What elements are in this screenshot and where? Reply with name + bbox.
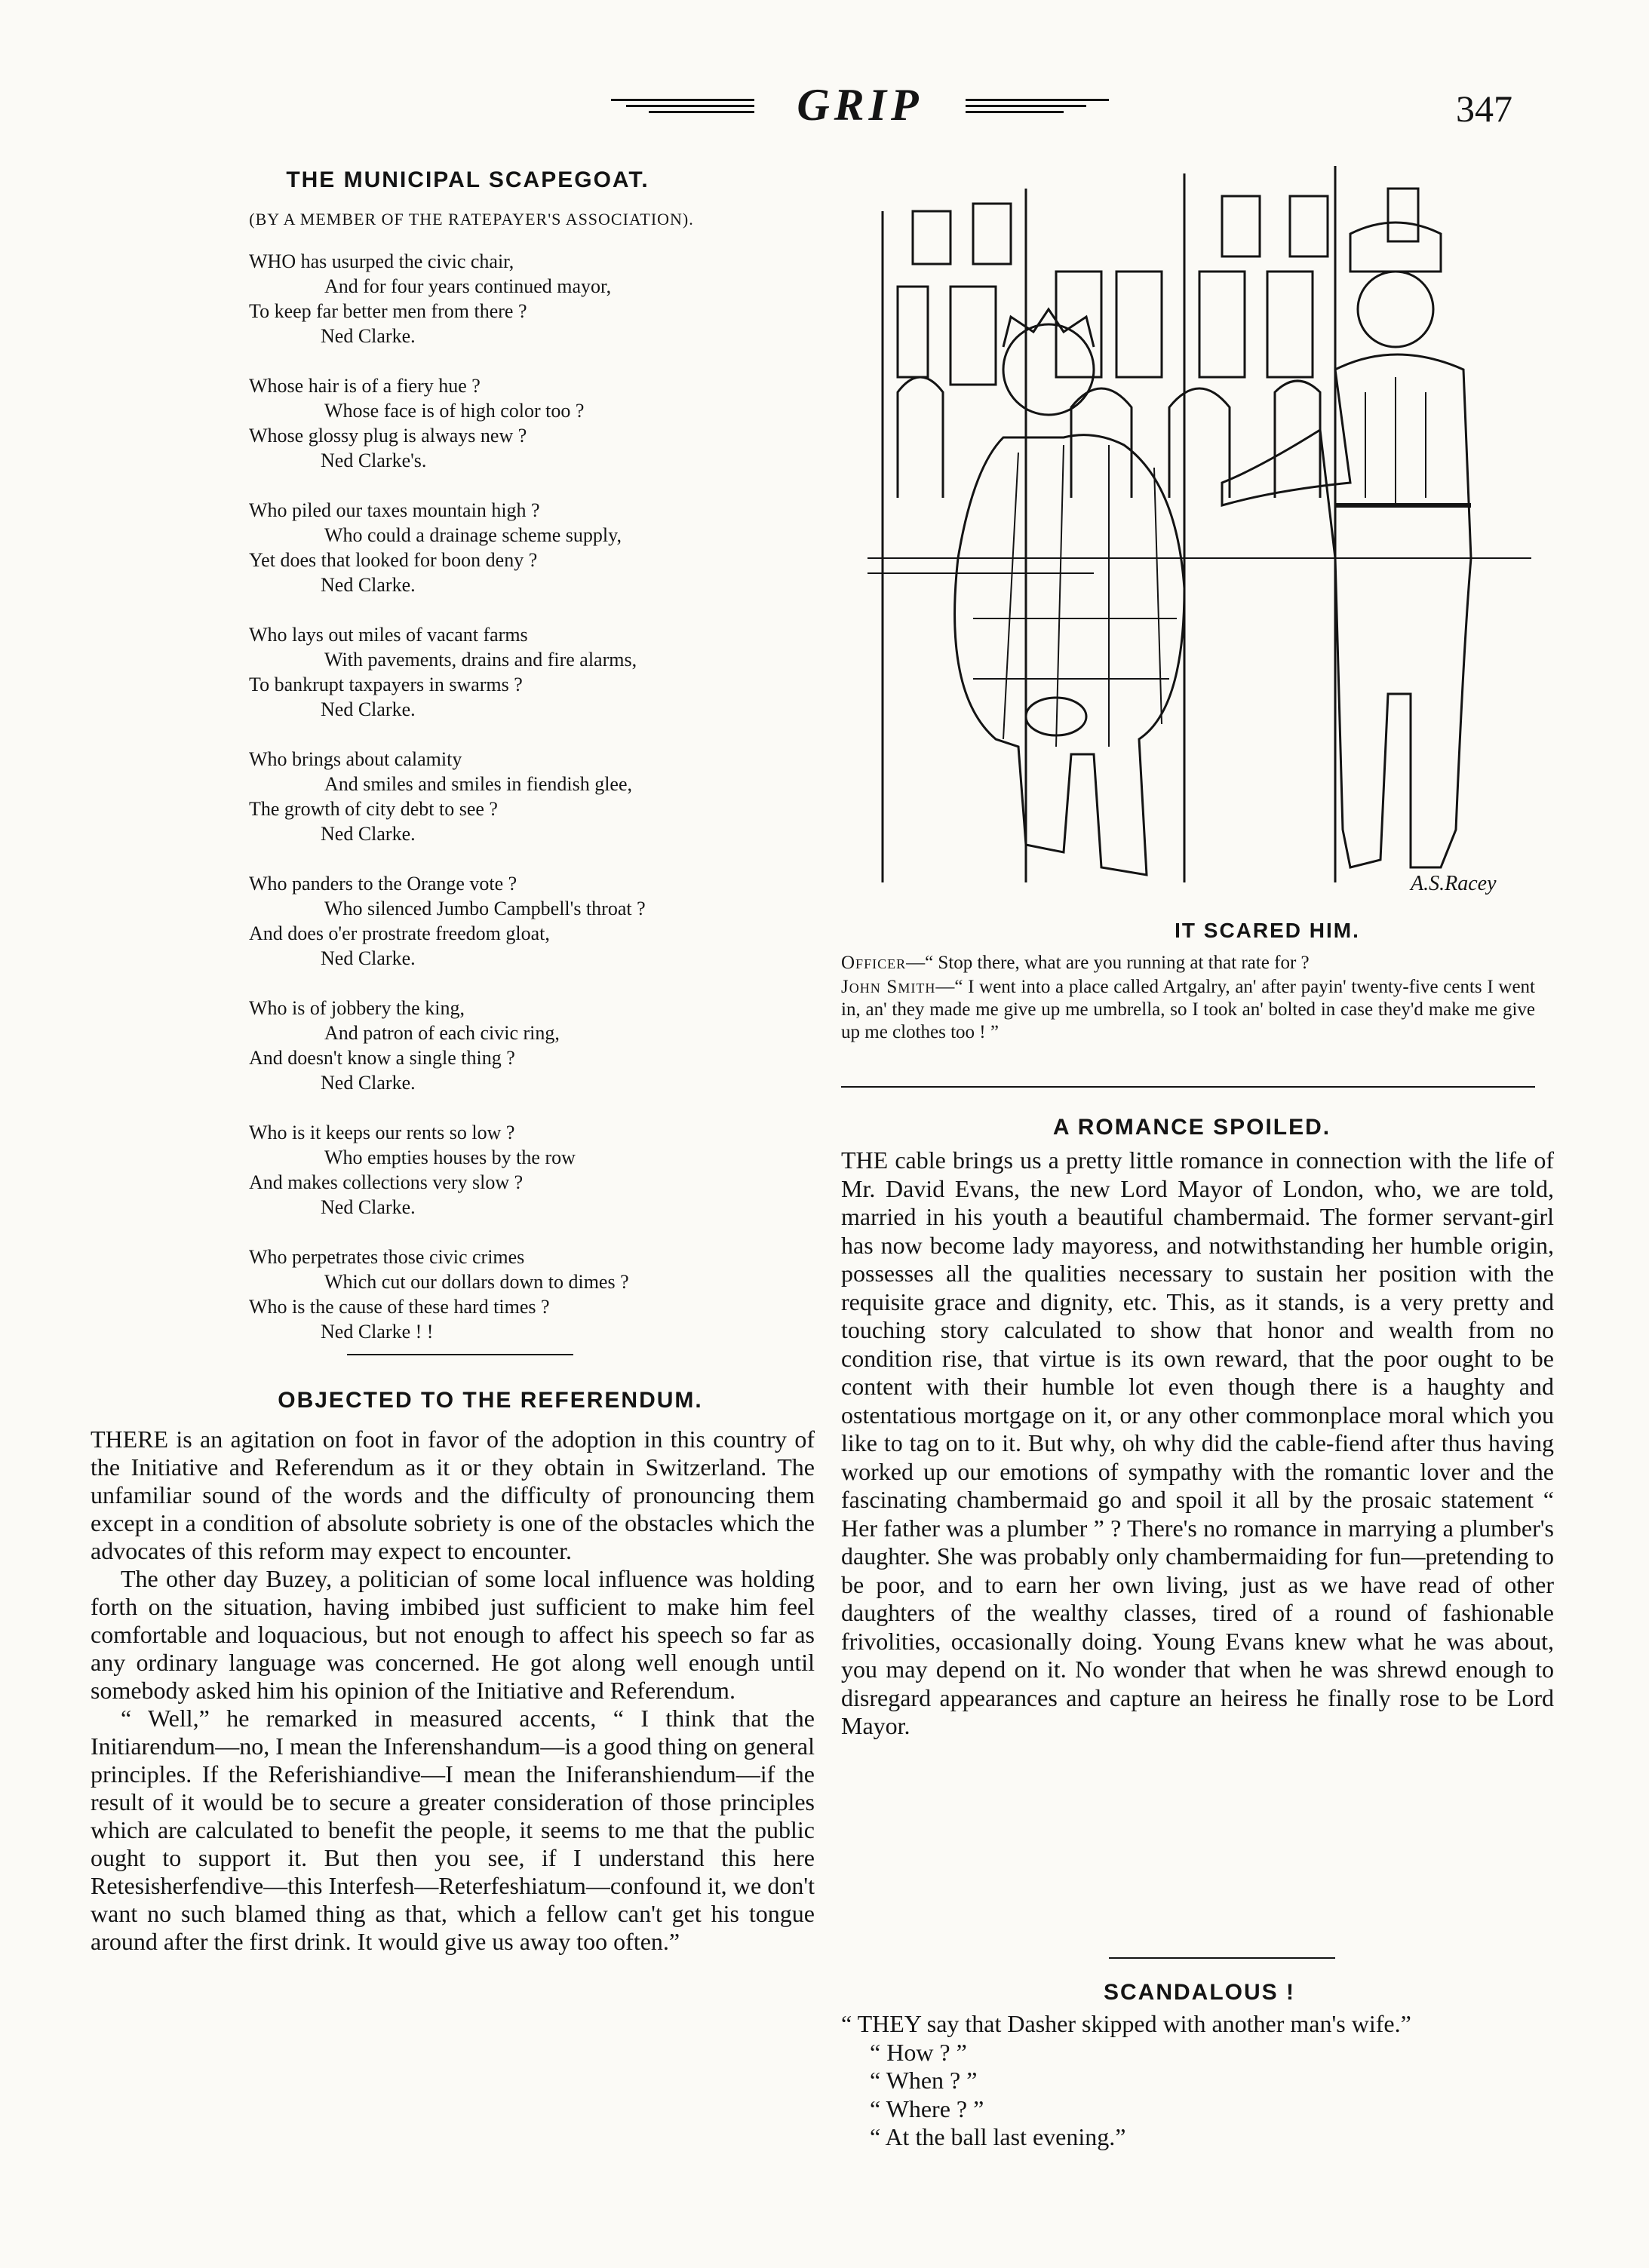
poem-refrain: Ned Clarke. <box>321 1072 416 1094</box>
dialogue-line: “ Where ? ” <box>870 2095 984 2122</box>
poem-line: And does o'er prostrate freedom gloat, <box>249 922 550 944</box>
poem-line: Who silenced Jumbo Campbell's throat ? <box>324 898 646 919</box>
poem-refrain: Ned Clarke ! ! <box>321 1321 434 1343</box>
masthead-title: GRIP <box>797 80 923 130</box>
poem-line: Who empties houses by the row <box>324 1146 576 1168</box>
poem-refrain: Ned Clarke. <box>321 1196 416 1218</box>
dialogue-line: “ At the ball last evening.” <box>870 2123 1126 2150</box>
cartoon-caption-title: IT SCARED HIM. <box>1175 919 1360 942</box>
scandalous-title: SCANDALOUS ! <box>1104 1980 1295 2005</box>
cartoon-caption <box>841 952 1535 1045</box>
poem-stanza <box>249 498 762 597</box>
masthead <box>603 79 1147 132</box>
poem-line: Whose hair is of a fiery hue ? <box>249 375 481 397</box>
poem-stanza <box>249 747 762 846</box>
poem-stanza <box>249 373 762 473</box>
romance-title: A ROMANCE SPOILED. <box>1052 1115 1331 1140</box>
poem-refrain: Ned Clarke. <box>321 698 416 720</box>
poem-stanza <box>249 871 762 971</box>
poem-line: Yet does that looked for boon deny ? <box>249 549 538 571</box>
poem-stanza <box>249 622 762 722</box>
poem-line: Who is the cause of these hard times ? <box>249 1296 550 1318</box>
poem-refrain: Ned Clarke's. <box>321 450 427 471</box>
poem-refrain: Ned Clarke. <box>321 947 416 969</box>
poem-byline: (BY A MEMBER OF THE RATEPAYER'S ASSOCIATION). <box>249 210 694 229</box>
poem-line: To keep far better men from there ? <box>249 300 527 322</box>
referendum-title: OBJECTED TO THE REFERENDUM. <box>278 1388 703 1413</box>
poem-line: And smiles and smiles in fiendish glee, <box>324 773 633 795</box>
dialogue-line: “ When ? ” <box>870 2067 978 2094</box>
poem-line: WHO has usurped the civic chair, <box>249 250 514 272</box>
poem-body <box>249 249 762 1369</box>
poem-line: With pavements, drains and fire alarms, <box>324 649 637 671</box>
poem-line: Who piled our taxes mountain high ? <box>249 499 540 521</box>
scandalous-body <box>841 2010 1565 2152</box>
poem-line: Who is it keeps our rents so low ? <box>249 1122 515 1143</box>
poem-title: THE MUNICIPAL SCAPEGOAT. <box>286 167 649 192</box>
poem-line: And patron of each civic ring, <box>324 1022 560 1044</box>
poem-line: To bankrupt taxpayers in swarms ? <box>249 674 523 695</box>
poem-stanza <box>249 996 762 1095</box>
poem-line: The growth of city debt to see ? <box>249 798 498 820</box>
poem-line: Who could a drainage scheme supply, <box>324 524 622 546</box>
caption-speaker: Officer <box>841 953 907 973</box>
referendum-body <box>91 1426 815 1956</box>
poem-line: Who lays out miles of vacant farms <box>249 624 528 646</box>
divider <box>1109 1957 1335 1959</box>
dialogue-line: “ How ? ” <box>870 2038 967 2066</box>
poem-stanza <box>249 1120 762 1220</box>
poem-line: Who perpetrates those civic crimes <box>249 1246 525 1268</box>
poem-line: Who is of jobbery the king, <box>249 997 465 1019</box>
caption-speaker: John Smith <box>841 977 936 997</box>
cartoon-illustration <box>867 166 1531 913</box>
poem-refrain: Ned Clarke. <box>321 574 416 596</box>
caption-line <box>841 976 1535 1044</box>
poem-stanza <box>249 1244 762 1344</box>
page-number: 347 <box>1456 87 1512 130</box>
poem-refrain: Ned Clarke. <box>321 325 416 347</box>
poem-line: Who brings about calamity <box>249 748 462 770</box>
artist-signature: A.S.Racey <box>1411 872 1497 895</box>
romance-body <box>841 1146 1554 1741</box>
poem-line: Which cut our dollars down to dimes ? <box>324 1271 629 1293</box>
divider <box>347 1354 573 1355</box>
dialogue-line: “ THEY say that Dasher skipped with another man's wife.” <box>841 2010 1411 2037</box>
divider <box>841 1086 1535 1088</box>
caption-line <box>841 952 1535 974</box>
referendum-paragraph: “ Well,” he remarked in measured accents, “ I think that the Initiarendum—no, I mean the Inferenshandum—is a good thing on general principles. If the Referishiandive—I mean the Iniferanshiendum—if the result of it would be to secure a greater consideration of those principles which are calculated to benefit the people, it seems to me that the public ought to support it. But then you see, if I understand this here Retesisherfendive—this Interfesh—Reterfeshiatum—confound it, we don't want no such blamed thing as that, which a fellow can't get his tongue around after the first drink. It would give us away too often.” <box>91 1705 815 1955</box>
poem-line: And doesn't know a single thing ? <box>249 1047 515 1069</box>
referendum-paragraph: THERE is an agitation on foot in favor of the adoption in this country of the Initiative and Referendum as it or they obtain in Switzerland. The unfamiliar sound of the words and the difficulty of pronouncing them except in a condition of absolute sobriety is one of the obstacles which the advocates of this reform may expect to encounter. <box>91 1426 815 1564</box>
poem-refrain: Ned Clarke. <box>321 823 416 845</box>
poem-line: And for four years continued mayor, <box>324 275 612 297</box>
caption-text: —“ Stop there, what are you running at that rate for ? <box>906 953 1310 973</box>
poem-line: Who panders to the Orange vote ? <box>249 873 517 895</box>
romance-paragraph: THE cable brings us a pretty little romance in connection with the life of Mr. David Evans, the new Lord Mayor of London, who, we are told, married in his youth a beautiful chambermaid. The former servant-girl has now become lady mayoress, and notwithstanding her humble origin, possesses all the qualities necessary to sustain her position with the requisite grace and dignity, etc. This, as it stands, is a very pretty and touching story calculated to show that honor and wealth from no condition rise, that virtue is its own reward, that the poor ought to be content with their humble lot even though there is a haughty and ostentatious mortgage on it, or any other commonplace moral which you like to tag on to it. But why, oh why did the cable-fiend after thus having worked up our emotions of sympathy with the romantic lover and the fascinating chambermaid go and spoil it all by the prosaic statement “ Her father was a plumber ” ? There's no romance in marrying a plumber's daughter. She was probably only chambermaiding for fun—pretending to be poor, and to earn her own living, just as we have read of other daughters of the wealthy classes, tired of a round of fashionable frivolities, occasionally doing. Young Evans knew what he was about, you may depend on it. No wonder that when he was shrewd enough to disregard appearances and capture an heiress he finally rose to be Lord Mayor. <box>841 1146 1554 1739</box>
poem-line: Whose glossy plug is always new ? <box>249 425 527 447</box>
caption-text: —“ I went into a place called Artgalry, an' after payin' twenty-five cents I went in, an' they made me give up me umbrella, so I took an' bolted in case they'd make me give up me clothes too ! ” <box>841 977 1535 1042</box>
poem-line: And makes collections very slow ? <box>249 1171 524 1193</box>
poem-stanza <box>249 249 762 348</box>
referendum-paragraph: The other day Buzey, a politician of some local influence was holding forth on the situation, having imbibed just sufficient to make him feel comfortable and loquacious, but not enough to affect his speech so far as any ordinary language was concerned. He got along well enough until somebody asked him his opinion of the Initiative and Referendum. <box>91 1565 815 1704</box>
poem-line: Whose face is of high color too ? <box>324 400 585 422</box>
